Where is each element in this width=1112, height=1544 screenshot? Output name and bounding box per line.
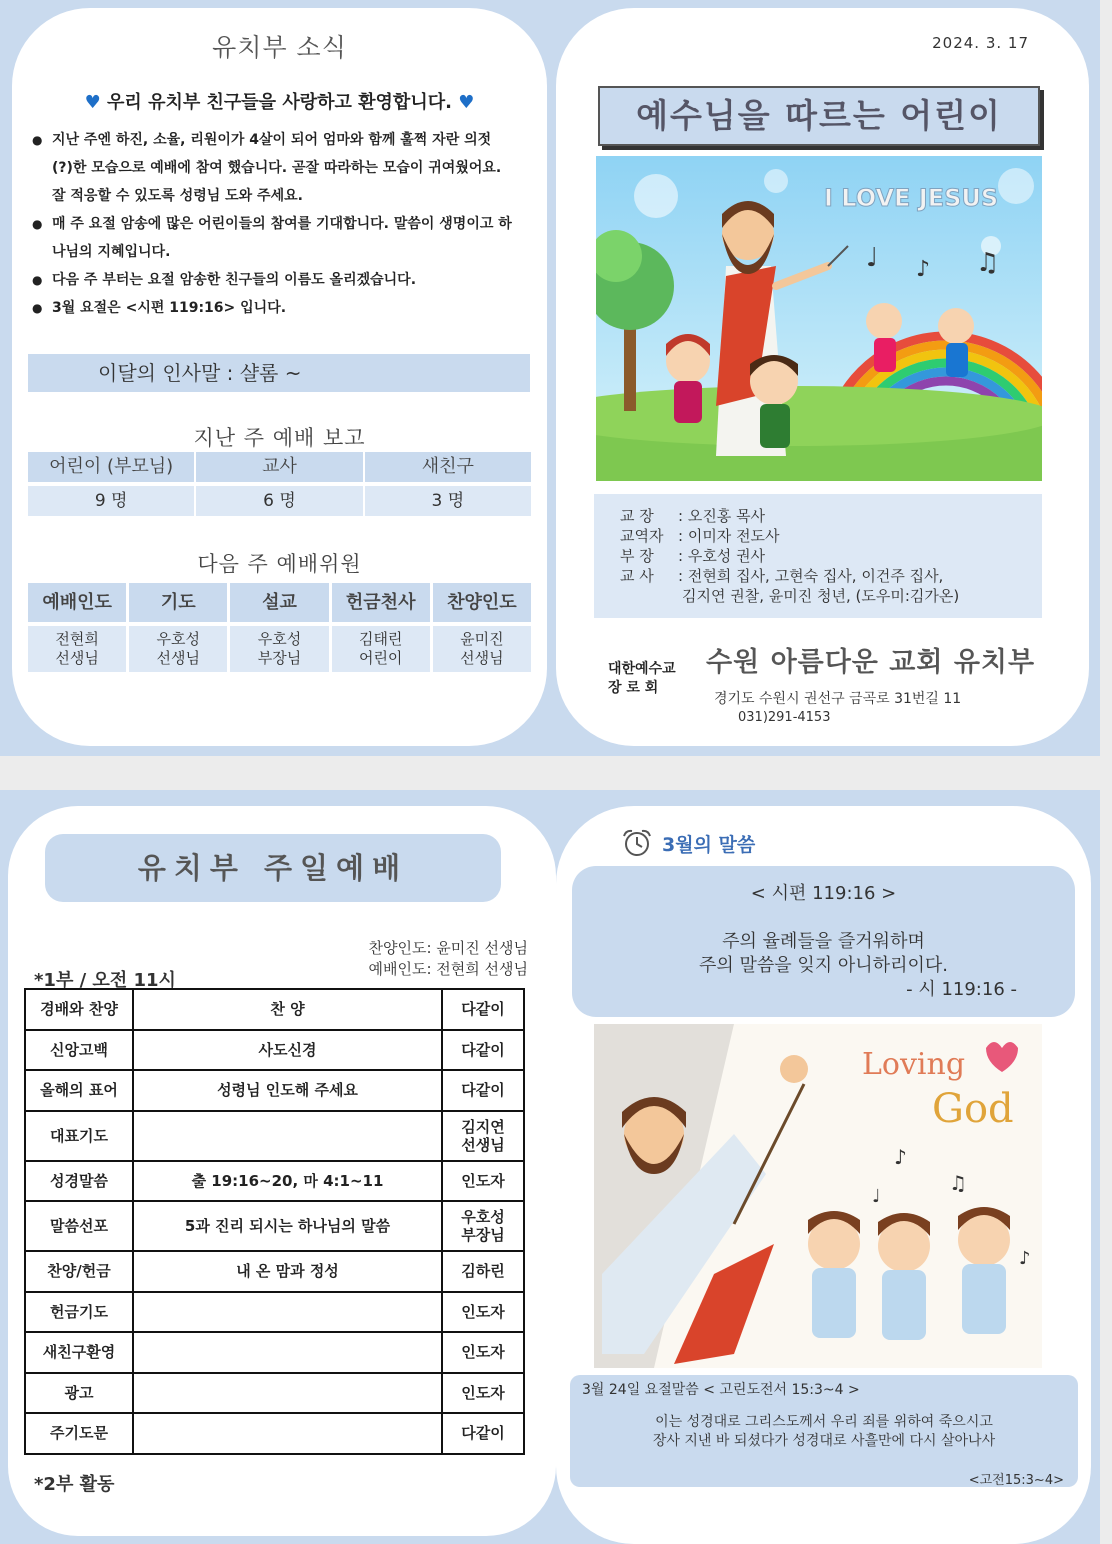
worship-leader: 예배인도: 전현희 선생님 — [368, 960, 528, 978]
part1-label: *1부 / 오전 11시 — [34, 970, 176, 991]
loving-text: Loving — [862, 1047, 966, 1082]
service-title: 유치부 주일예배 — [45, 834, 501, 902]
alarm-clock-icon — [620, 828, 654, 858]
illustration-svg — [594, 1024, 1042, 1368]
table-row: 경배와 찬양 찬 양 다같이 — [25, 989, 524, 1030]
table-row: 헌금기도 인도자 — [25, 1292, 524, 1333]
attendance-value: 9 명 — [28, 486, 194, 516]
staff-row: 부 장 : 우호성 권사 — [620, 547, 766, 565]
bulletin-date: 2024. 3. 17 — [932, 34, 1029, 52]
staff-row: 교 사 : 전현희 집사, 고현숙 집사, 이건주 집사, — [620, 567, 944, 585]
report-title: 지난 주 예배 보고 — [193, 426, 366, 450]
heart-icon: ♥ — [84, 92, 101, 113]
monthly-verse-box — [572, 866, 1075, 1017]
news-panel — [12, 8, 547, 746]
memory-verse-text: 이는 성경대로 그리스도께서 우리 죄를 위하여 죽으시고 장사 지낸 바 되셨다가 성경대로 사흘만에 다시 살아나사 — [652, 1414, 996, 1449]
bulletin-front-sheet — [0, 0, 1100, 756]
heart-icon: ♥ — [458, 92, 475, 113]
committee-header: 예배인도 — [28, 583, 126, 622]
svg-text:♪: ♪ — [1019, 1248, 1031, 1269]
news-list — [32, 126, 512, 322]
table-row: 주기도문 다같이 — [25, 1413, 524, 1454]
committee-table — [28, 583, 531, 672]
memory-verse-ref: <고전15:3~4> — [968, 1473, 1064, 1488]
table-row: 신앙고백 사도신경 다같이 — [25, 1030, 524, 1071]
part2-label: *2부 활동 — [34, 1474, 115, 1495]
verse-line: 주의 말씀을 잊지 아니하리이다. — [699, 955, 948, 976]
i-love-jesus-text: I LOVE JESUS — [824, 184, 999, 212]
verse-line: 주의 율례들을 즐거워하며 — [722, 931, 925, 952]
attendance-value: 6 명 — [196, 486, 362, 516]
music-leader: 찬양인도: 윤미진 선생님 — [368, 939, 528, 957]
table-row: 올해의 표어 성령님 인도해 주세요 다같이 — [25, 1070, 524, 1111]
monthly-word-heading: 3월의 말씀 — [620, 828, 755, 858]
church-name: 수원 아름다운 교회 유치부 — [706, 647, 1036, 678]
news-title: 유치부 소식 — [212, 33, 347, 62]
theme-title: 예수님을 따르는 어린이 — [598, 86, 1040, 146]
news-item: ● 3월 요절은 <시편 119:16> 입니다. — [32, 294, 512, 322]
bulletin-inner-sheet — [0, 790, 1100, 1544]
staff-list — [594, 494, 1042, 618]
table-row: 성경말씀 출 19:16~20, 마 4:1~11 인도자 — [25, 1161, 524, 1202]
jesus-children-illustration — [596, 156, 1042, 481]
church-address: 경기도 수원시 권선구 금곡로 31번길 11 — [714, 691, 962, 707]
committee-member: 김태린 어린이 — [332, 626, 430, 672]
committee-header: 찬양인도 — [433, 583, 531, 622]
attendance-header: 어린이 (부모님) — [28, 452, 194, 482]
committee-member: 우호성 선생님 — [129, 626, 227, 672]
svg-text:♫: ♫ — [976, 248, 1000, 278]
attendance-table — [28, 452, 531, 516]
table-row: 찬양/헌금 내 온 맘과 정성 김하린 — [25, 1251, 524, 1292]
table-row: 대표기도 김지연 선생님 — [25, 1111, 524, 1161]
committee-title: 다음 주 예배위원 — [197, 552, 362, 576]
svg-text:♩: ♩ — [866, 243, 879, 273]
table-row: 새친구환영 인도자 — [25, 1332, 524, 1373]
committee-header: 헌금천사 — [332, 583, 430, 622]
staff-row-continued: 김지연 권찰, 윤미진 청년, (도우미:김가온) — [682, 587, 960, 605]
service-leaders — [369, 938, 529, 980]
attendance-header: 교사 — [196, 452, 362, 482]
table-row: 말씀선포 5과 진리 되시는 하나님의 말씀 우호성 부장님 — [25, 1201, 524, 1251]
committee-member: 우호성 부장님 — [230, 626, 328, 672]
worship-order-table — [24, 988, 525, 1455]
staff-row: 교 장 : 오진홍 목사 — [620, 507, 766, 525]
memory-verse-box — [570, 1375, 1078, 1487]
cover-panel — [556, 8, 1089, 746]
welcome-message — [12, 88, 547, 114]
attendance-header: 새친구 — [365, 452, 531, 482]
attendance-value: 3 명 — [365, 486, 531, 516]
loving-god-illustration — [594, 1024, 1042, 1368]
service-panel — [8, 806, 556, 1536]
verse-source: - 시 119:16 - — [906, 979, 1017, 1000]
committee-member: 전현희 선생님 — [28, 626, 126, 672]
welcome-text: 우리 유치부 친구들을 사랑하고 환영합니다. — [107, 92, 452, 113]
svg-text:♩: ♩ — [872, 1186, 881, 1207]
denomination: 대한예수교 장 로 회 — [608, 661, 676, 696]
memory-verse-lead: 3월 24일 요절말씀 < 고린도전서 15:3~4 > — [582, 1382, 860, 1398]
illustration-svg — [596, 156, 1042, 481]
news-item: ● 매 주 요절 암송에 많은 어린이들의 참여를 기대합니다. 말씀이 생명이고 하나님의 지혜입니다. — [32, 210, 512, 266]
word-panel — [556, 806, 1091, 1544]
table-row: 광고 인도자 — [25, 1373, 524, 1414]
verse-reference: < 시편 119:16 > — [750, 883, 897, 904]
committee-member: 윤미진 선생님 — [433, 626, 531, 672]
god-text: God — [932, 1086, 1014, 1132]
monthly-greeting: 이달의 인사말 : 샬롬 ~ — [28, 354, 530, 392]
svg-text:♫: ♫ — [949, 1171, 967, 1195]
svg-text:♪: ♪ — [916, 257, 931, 282]
church-phone: 031)291-4153 — [738, 710, 831, 725]
committee-header: 기도 — [129, 583, 227, 622]
svg-text:♪: ♪ — [894, 1145, 907, 1169]
staff-row: 교역자 : 이미자 전도사 — [620, 527, 780, 545]
committee-header: 설교 — [230, 583, 328, 622]
news-item: ● 지난 주엔 하진, 소율, 리원이가 4살이 되어 엄마와 함께 훌쩍 자란 의젓(?)한 모습으로 예배에 참여 했습니다. 곧잘 따라하는 모습이 귀여웠어요. 잘 적응할 수 있도록 성령님 도와 주세요. — [32, 126, 512, 210]
news-item: ● 다음 주 부터는 요절 암송한 친구들의 이름도 올리겠습니다. — [32, 266, 512, 294]
